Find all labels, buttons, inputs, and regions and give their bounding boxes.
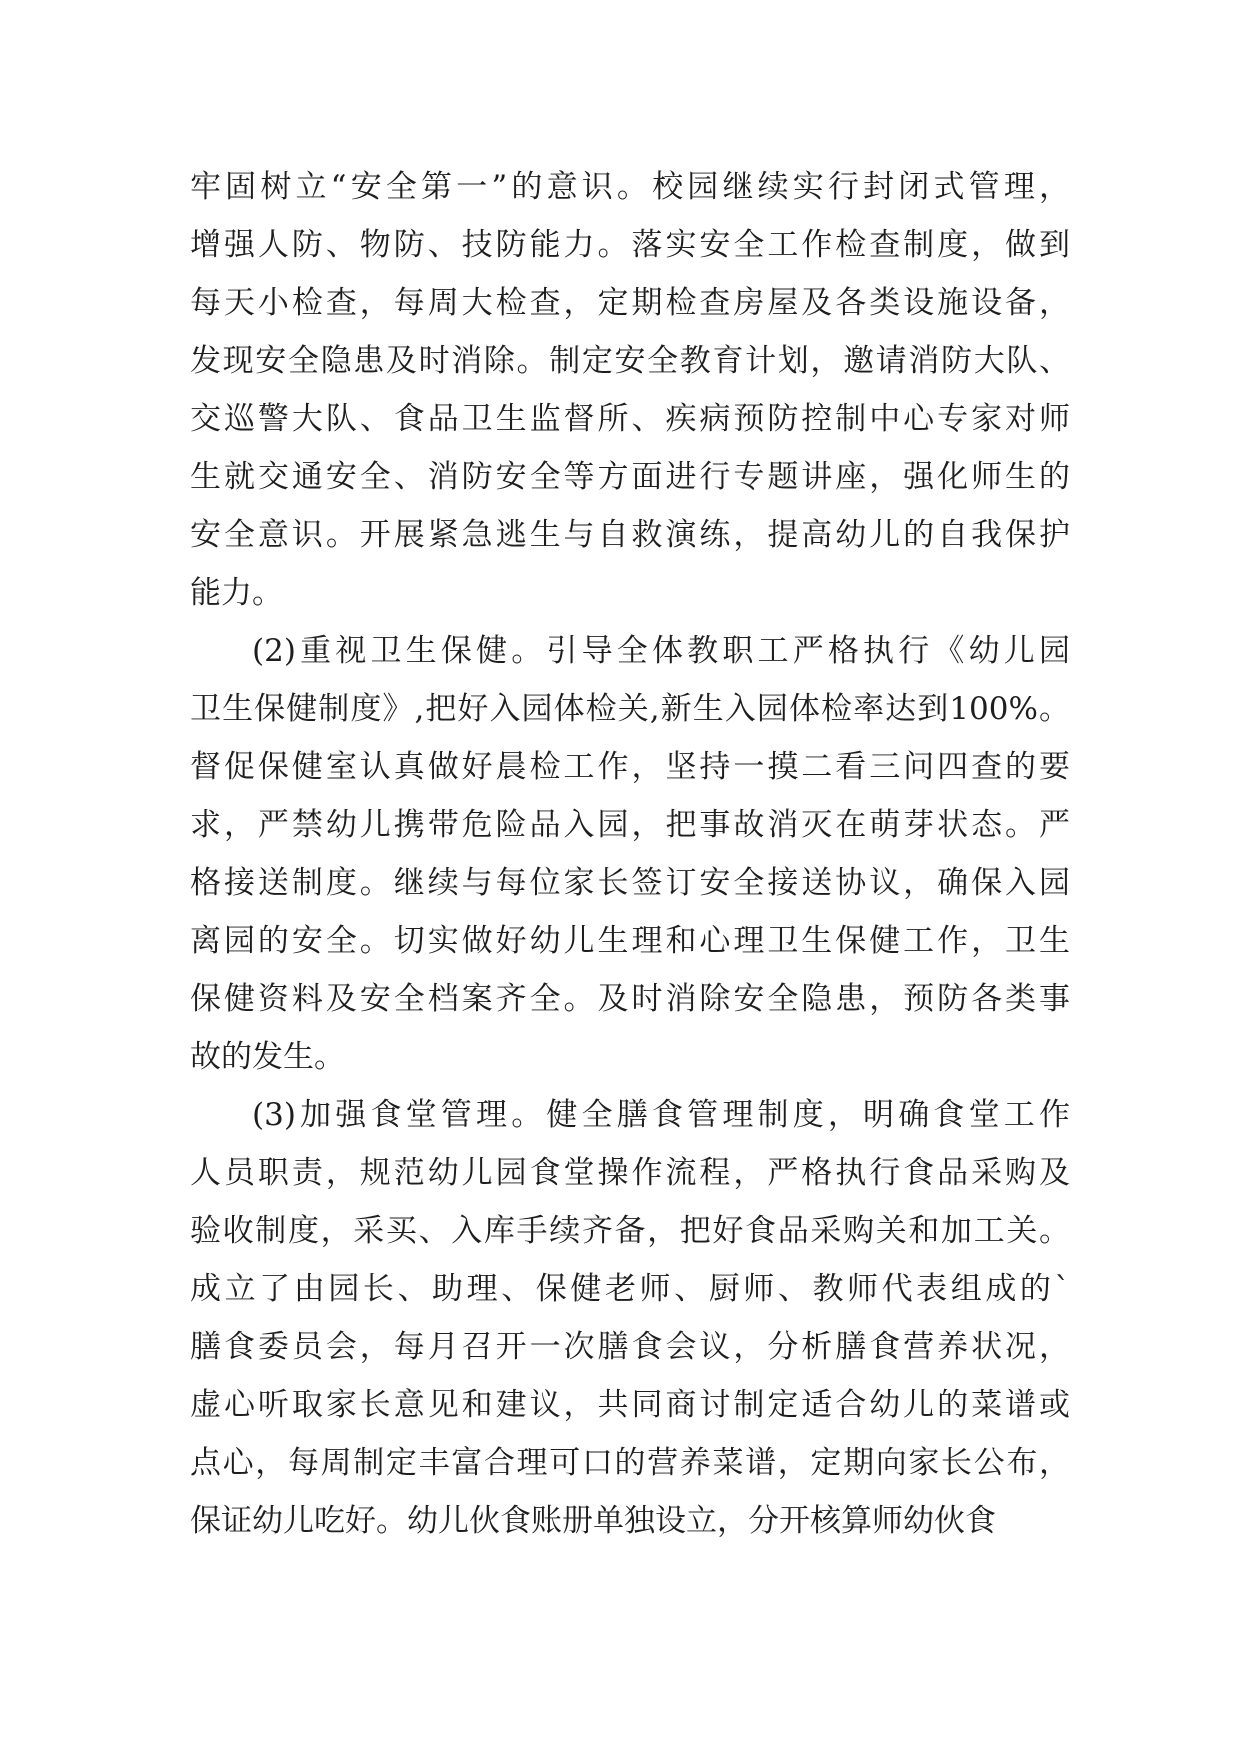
text-line: 牢固树立“安全第一”的意识。校园继续实行封闭式管理，: [190, 169, 1070, 205]
body-text: [190, 158, 1070, 1550]
text-line: 督促保健室认真做好晨检工作，坚持一摸二看三问四查的要: [190, 749, 1070, 785]
text-line: 点心，每周制定丰富合理可口的营养菜谱，定期向家长公布，: [190, 1445, 1070, 1481]
text-line: 卫生保健制度》,把好入园体检关,新生入园体检率达到100%。: [190, 691, 1070, 727]
text-line: 生就交通安全、消防安全等方面进行专题讲座，强化师生的: [190, 459, 1070, 495]
text-line: 膳食委员会，每月召开一次膳食会议，分析膳食营养状况，: [190, 1329, 1070, 1365]
text-line: 每天小检查，每周大检查，定期检查房屋及各类设施设备，: [190, 285, 1070, 321]
text-line: 发现安全隐患及时消除。制定安全教育计划，邀请消防大队、: [190, 343, 1070, 379]
text-line: 安全意识。开展紧急逃生与自救演练，提高幼儿的自我保护: [190, 517, 1070, 553]
text-line: (2)重视卫生保健。引导全体教职工严格执行《幼儿园: [252, 633, 1070, 669]
text-line: 保健资料及安全档案齐全。及时消除安全隐患，预防各类事: [190, 981, 1070, 1017]
text-line: 求，严禁幼儿携带危险品入园，把事故消灭在萌芽状态。严: [190, 807, 1070, 843]
text-line: 人员职责，规范幼儿园食堂操作流程，严格执行食品采购及: [190, 1155, 1070, 1191]
paragraph-health-care: [190, 622, 1070, 1086]
text-line: 交巡警大队、食品卫生监督所、疾病预防控制中心专家对师: [190, 401, 1070, 437]
text-line: 离园的安全。切实做好幼儿生理和心理卫生保健工作，卫生: [190, 923, 1070, 959]
text-line: 虚心听取家长意见和建议，共同商讨制定适合幼儿的菜谱或: [190, 1387, 1070, 1423]
text-line: 格接送制度。继续与每位家长签订安全接送协议，确保入园: [190, 865, 1070, 901]
text-line: 增强人防、物防、技防能力。落实安全工作检查制度，做到: [190, 227, 1070, 263]
text-line: 保证幼儿吃好。幼儿伙食账册单独设立，分开核算师幼伙食: [190, 1503, 996, 1539]
text-line: 能力。: [190, 575, 283, 611]
text-line: 故的发生。: [190, 1039, 345, 1075]
text-line: 验收制度，采买、入库手续齐备，把好食品采购关和加工关。: [190, 1213, 1070, 1249]
paragraph-canteen-management: [190, 1086, 1070, 1550]
text-line: 成立了由园长、助理、保健老师、厨师、教师代表组成的`: [190, 1271, 1070, 1307]
paragraph-safety-awareness: [190, 158, 1070, 622]
text-line: (3)加强食堂管理。健全膳食管理制度，明确食堂工作: [252, 1097, 1070, 1133]
